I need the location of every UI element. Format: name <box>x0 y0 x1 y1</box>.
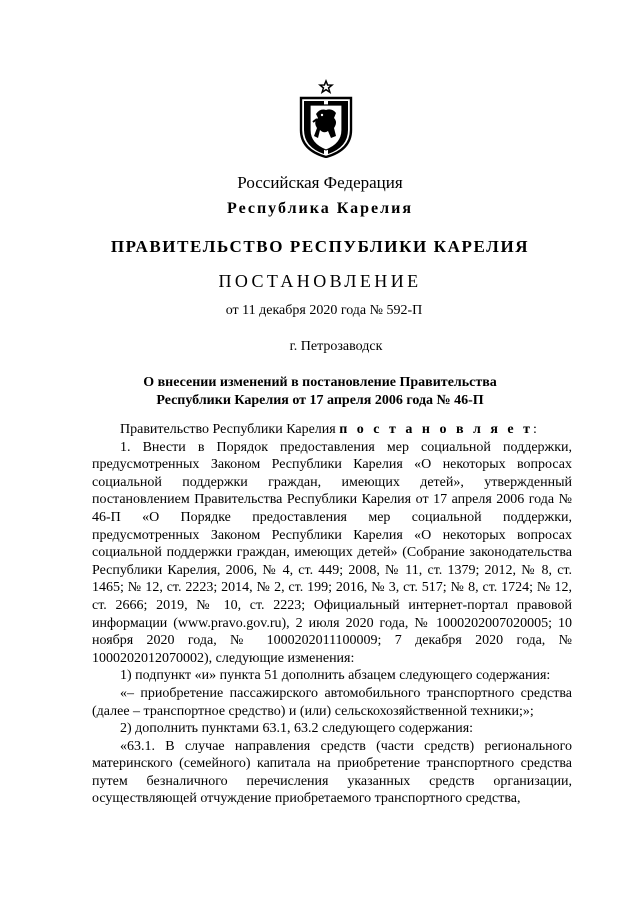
date-line: от 11 декабря 2020 года № 592-П <box>225 303 423 318</box>
intro-paragraph <box>92 421 572 439</box>
city-line: г. Петрозаводск <box>289 339 383 354</box>
resolution-title-line-1: О внесении изменений в постановление Правительства <box>143 375 497 390</box>
paragraph-4: 2) дополнить пунктами 63.1, 63.2 следующего содержания: <box>120 721 474 737</box>
karelia-coat-of-arms-icon <box>296 78 356 158</box>
resolution-title-line-2: Республики Карелия от 17 апреля 2006 года № 46-П <box>156 393 484 408</box>
document-body <box>92 421 572 808</box>
paragraph-2: 1) подпункт «и» пункта 51 дополнить абзацем следующего содержания: <box>120 668 551 684</box>
intro-verb: п о с т а н о в л я е т <box>339 422 534 437</box>
government-title: ПРАВИТЕЛЬСТВО РЕСПУБЛИКИ КАРЕЛИЯ <box>110 237 530 256</box>
intro-suffix: : <box>533 422 537 437</box>
paragraph-5: «63.1. В случае направления средств (части средств) регионального материнского (семейного) капитала на приобретение транспортного средства путем безналичного перечисления указанных средств организации, осуществляющей отчуждение приобретаемого транспортного средства, <box>92 738 572 807</box>
resolution-title <box>0 374 640 410</box>
paragraph-1: 1. Внести в Порядок предоставления мер социальной поддержки, предусмотренных Законом Республики Карелия «О некоторых вопросах социальной поддержки граждан, имеющих детей», утвержденный постановлением Правительства Республики Карелия от 17 апреля 2006 года № 46-П «О Порядке предоставления мер социальной поддержки, предусмотренных Законом Республики Карелия «О некоторых вопросах социальной поддержки граждан, имеющих детей» (Собрание законодательства Республики Карелия, 2006, № 4, ст. 449; 2008, № 11, ст. 1379; 2012, № 8, ст. 1465; № 12, ст. 2223; 2014, № 2, ст. 199; 2016, № 3, ст. 517; № 8, ст. 1724; № 12, ст. 2666; 2019, № 10, ст. 2223; Официальный интернет-портал правовой информации (www.pravo.gov.ru), 2 июля 2020 года, № 1000202007020005; 10 ноября 2020 года, № 1000202011100009; 7 декабря 2020 года, № 1000202012070002), следующие изменения: <box>92 439 572 666</box>
paragraph-3: «– приобретение пассажирского автомобильного транспортного средства (далее – транспортное средство) и (или) сельскохозяйственной техники;»; <box>92 685 572 719</box>
federation-line: Российская Федерация <box>237 173 403 192</box>
republic-line: Республика Карелия <box>227 200 413 217</box>
document-type: ПОСТАНОВЛЕНИЕ <box>218 271 422 291</box>
intro-prefix: Правительство Республики Карелия <box>120 422 340 437</box>
